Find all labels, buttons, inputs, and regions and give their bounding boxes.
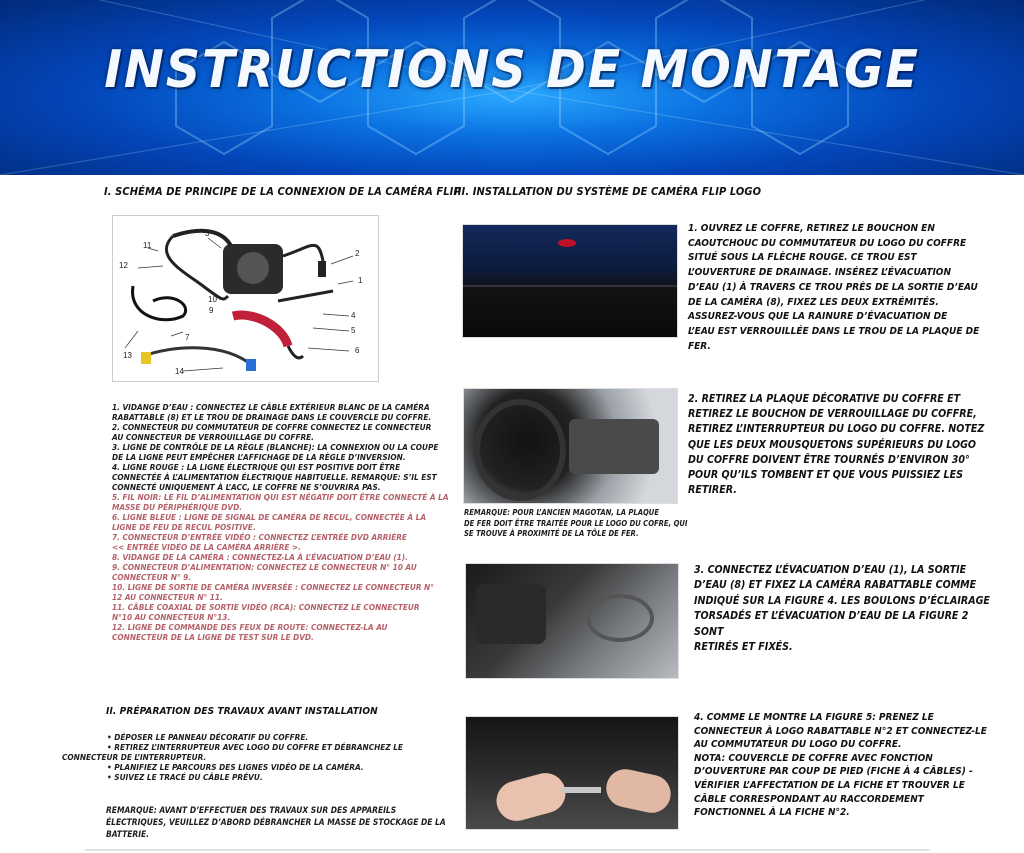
legend-line: 5. FIL NOIR: LE FIL D’ALIMENTATION QUI EST NÉGATIF DOIT ÊTRE CONNECTÉ À LA <box>112 492 449 502</box>
legend-line: N°10 AU CONNECTEUR N°13. <box>112 612 231 622</box>
preparation-remark <box>106 804 446 840</box>
note-line: DE FER DOIT ÊTRE TRAITÉE POUR LE LOGO DU COFRE, QUI <box>464 518 688 528</box>
step-line: CAOUTCHOUC DU COMMUTATEUR DU LOGO DU COFFRE <box>688 237 967 249</box>
step-line: QUE LES DEUX MOUSQUETONS SUPÉRIEURS DU LOGO <box>688 438 977 451</box>
step-line: L’OUVERTURE DE DRAINAGE. INSÉREZ L’ÉVACUATION <box>688 267 951 279</box>
bullet-line: • PLANIFIEZ LE PARCOURS DES LIGNES VIDÉO DE LA CAMÉRA. <box>107 762 364 772</box>
note-line: SE TROUVE À PROXIMITÉ DE LA TÔLE DE FER. <box>464 529 639 538</box>
diagram-label: 3 <box>205 229 210 238</box>
legend-line: CONNECTEUR DE LA LIGNE DE TEST SUR LE DVD. <box>112 632 314 642</box>
step-line: NOTA: COUVERCLE DE COFFRE AVEC FONCTION <box>694 752 933 764</box>
legend-list <box>112 402 449 642</box>
step-line: 1. OUVREZ LE COFFRE, RETIREZ LE BOUCHON EN <box>688 223 935 234</box>
diagram-label: 9 <box>209 306 214 315</box>
camera-lens <box>237 252 269 284</box>
legend-line: 2. CONNECTEUR DU COMMUTATEUR DE COFFRE CONNECTEZ LE CONNECTEUR <box>112 422 432 432</box>
step-line: VÉRIFIER L’AFFECTATION DE LA FICHE ET TROUVER LE <box>694 779 965 791</box>
photo-step-1 <box>462 224 678 338</box>
legend-line: 6. LIGNE BLEUE : LIGNE DE SIGNAL DE CAMÉRA DE RECUL, CONNECTÉE À LA <box>112 512 427 522</box>
diagram-label: 2 <box>355 249 360 258</box>
bullet-line: • DÉPOSER LE PANNEAU DÉCORATIF DU COFFRE. <box>107 732 309 742</box>
step-line: 2. RETIREZ LA PLAQUE DÉCORATIVE DU COFFRE ET <box>688 393 961 405</box>
step-line: AU COMMUTATEUR DU LOGO DU COFFRE. <box>694 739 902 751</box>
step-line: D’EAU (1) À TRAVERS CE TROU PRÈS DE LA SORTIE D’EAU <box>688 281 978 293</box>
legend-line: CONNECTÉE À L’ALIMENTATION ÉLECTRIQUE HABITUELLE. REMARQUE: S’IL EST <box>112 472 437 482</box>
diagram-label: 1 <box>358 276 363 285</box>
diagram-label: 4 <box>351 311 356 320</box>
bullet-line: CONNECTEUR DE L’INTERRUPTEUR. <box>62 752 207 762</box>
diagram-label: 13 <box>123 351 132 360</box>
step-line: TORSADÉS ET L’ÉVACUATION D’EAU DE LA FIGURE 2 <box>694 610 969 623</box>
step-line: RETIRER. <box>688 484 737 497</box>
photo-step-3 <box>465 563 679 679</box>
step-line: 4. COMME LE MONTRE LA FIGURE 5: PRENEZ LE <box>694 712 934 723</box>
diagram-label: 6 <box>355 346 360 355</box>
diagram-label: 12 <box>119 261 128 270</box>
legend-line: 7. CONNECTEUR D’ENTRÉE VIDÉO : CONNECTEZ L’ENTRÉE DVD ARRIÈRE <box>112 532 407 542</box>
legend-line: CONNECTÉ UNIQUEMENT À L’ACC, LE COFFRE NE S’OUVRIRA PAS. <box>112 482 381 492</box>
step-line: SITUÉ SOUS LA FLÈCHE ROUGE. CE TROU EST <box>688 252 917 264</box>
step-line: RETIREZ L’INTERRUPTEUR DU LOGO DU COFFRE. NOTEZ <box>688 423 985 436</box>
legend-line: LIGNE DE FEU DE RECUL POSITIVE. <box>112 522 256 532</box>
diagram-label: 14 <box>175 367 184 376</box>
bottom-divider <box>85 849 930 851</box>
step-line: D’EAU (8) ET FIXEZ LA CAMÉRA RABATTABLE COMME <box>694 579 977 592</box>
legend-line: 3. LIGNE DE CONTRÔLE DE LA RÈGLE (BLANCHE): LA CONNEXION OU LA COUPE <box>112 442 439 452</box>
step-line: CONNECTEUR À LOGO RABATTABLE N°2 ET CONNECTEZ-LE <box>694 725 987 737</box>
step-line: RETIRÉS ET FIXÉS. <box>694 641 793 654</box>
step-line: DU COFFRE DOIVENT ÊTRE TOURNÉS D’ENVIRON 30° <box>688 453 970 466</box>
legend-line: 8. VIDANGE DE LA CAMÉRA : CONNECTEZ-LA À L’ÉVACUATION D’EAU (1). <box>112 552 408 562</box>
remark-line: ÉLECTRIQUES, VEUILLEZ D’ABORD DÉBRANCHER LA MASSE DE STOCKAGE DE LA <box>106 817 446 827</box>
step-line: SONT <box>694 625 724 638</box>
step-3-text <box>694 563 990 655</box>
photo-step-2 <box>463 388 678 504</box>
remark-line: REMARQUE: AVANT D’EFFECTUER DES TRAVAUX SUR DES APPAREILS <box>106 805 397 815</box>
legend-line: 10. LIGNE DE SORTIE DE CAMÉRA INVERSÉE : CONNECTEZ LE CONNECTEUR N° <box>112 582 434 592</box>
step-2-text <box>688 392 984 498</box>
diagram-label: 5 <box>351 326 356 335</box>
legend-line: MASSE DU PÉRIPHÉRIQUE DVD. <box>112 502 243 512</box>
legend-line: 9. CONNECTEUR D’ALIMENTATION: CONNECTEZ LE CONNECTEUR N° 10 AU <box>112 562 417 572</box>
step-line: FONCTIONNEL À LA FICHE N°2. <box>694 807 850 819</box>
step-line: RETIREZ LE BOUCHON DE VERROUILLAGE DU COFFRE, <box>688 408 977 421</box>
section-2-heading: II. PRÉPARATION DES TRAVAUX AVANT INSTALLATION <box>106 706 378 717</box>
diagram-label: 11 <box>143 241 152 250</box>
step-line: POUR QU’ILS TOMBENT ET QUE VOUS PUISSIEZ LES <box>688 469 963 482</box>
step-line: CÂBLE CORRESPONDANT AU RACCORDEMENT <box>694 793 924 805</box>
legend-line: << ENTRÉE VIDÉO DE LA CAMÉRA ARRIÈRE >. <box>112 542 301 552</box>
legend-line: AU CONNECTEUR DE VERROUILLAGE DU COFFRE. <box>112 432 314 442</box>
preparation-list <box>62 732 403 782</box>
wiring-diagram <box>112 215 379 382</box>
legend-line: DE LA LIGNE PEUT EMPÊCHER L’AFFICHAGE DE LA RÈGLE D’INVERSION. <box>112 452 406 462</box>
legend-line: 12 AU CONNECTEUR N° 11. <box>112 592 223 602</box>
remark-line: BATTERIE. <box>106 829 150 839</box>
diagram-label: 10 <box>208 295 217 304</box>
step-1-text <box>688 222 979 354</box>
legend-line: RABATTABLE (8) ET LE TROU DE DRAINAGE DANS LE COUVERCLE DU COFFRE. <box>112 412 432 422</box>
step-line: D’OUVERTURE PAR COUP DE PIED (FICHE À 4 CÂBLES) - <box>694 766 973 778</box>
step-4-text <box>694 711 987 820</box>
note-line: REMARQUE: POUR L’ANCIEN MAGOTAN, LA PLAQUE <box>464 508 660 517</box>
step-line: 3. CONNECTEZ L’ÉVACUATION D’EAU (1), LA SORTIE <box>694 564 967 576</box>
step-line: FER. <box>688 340 711 352</box>
step-line: INDIQUÉ SUR LA FIGURE 4. LES BOULONS D’ÉCLAIRAGE <box>694 594 990 607</box>
photo-step-4 <box>465 716 679 830</box>
legend-line: 1. VIDANGE D’EAU : CONNECTEZ LE CÂBLE EXTÉRIEUR BLANC DE LA CAMÉRA <box>112 402 430 412</box>
section-3-heading: III. INSTALLATION DU SYSTÈME DE CAMÉRA FLIP LOGO <box>454 185 762 198</box>
legend-line: 4. LIGNE ROUGE : LA LIGNE ÉLECTRIQUE QUI EST POSITIVE DOIT ÊTRE <box>112 462 401 472</box>
legend-line: 12. LIGNE DE COMMANDE DES FEUX DE ROUTE: CONNECTEZ-LA AU <box>112 622 388 632</box>
header-banner <box>0 0 1024 175</box>
bullet-line: • SUIVEZ LE TRACÉ DU CÂBLE PRÉVU. <box>107 772 263 782</box>
step-line: L’EAU EST VERROUILLÉE DANS LE TROU DE LA PLAQUE DE <box>688 325 980 337</box>
step-2-note <box>464 508 687 540</box>
bullet-line: • RETIREZ L’INTERRUPTEUR AVEC LOGO DU COFFRE ET DÉBRANCHEZ LE <box>107 742 403 752</box>
legend-line: CONNECTEUR N° 9. <box>112 572 192 582</box>
page-title: INSTRUCTIONS DE MONTAGE <box>104 40 920 100</box>
legend-line: 11. CÂBLE COAXIAL DE SORTIE VIDÉO (RCA): CONNECTEZ LE CONNECTEUR <box>112 602 420 612</box>
diagram-label: 7 <box>185 333 190 342</box>
step-line: ASSUREZ-VOUS QUE LA RAINURE D’ÉVACUATION DE <box>688 311 948 323</box>
section-1-heading: I. SCHÉMA DE PRINCIPE DE LA CONNEXION DE LA CAMÉRA FLIP <box>104 185 461 198</box>
step-line: DE LA CAMÉRA (8), FIXEZ LES DEUX EXTRÉMITÉS. <box>688 296 939 308</box>
